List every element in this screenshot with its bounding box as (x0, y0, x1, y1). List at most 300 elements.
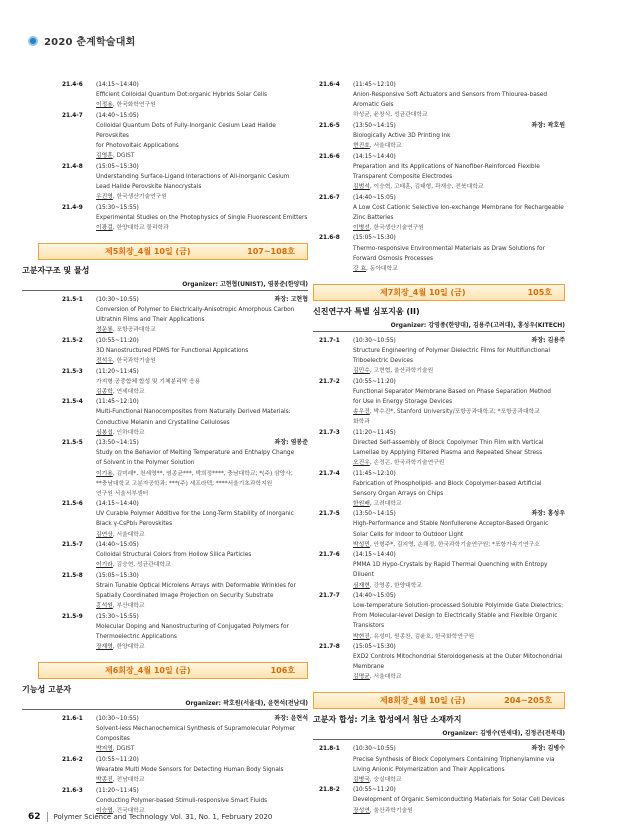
entry-authors (96, 530, 308, 540)
entry-time: (10:55~11:20) (353, 378, 396, 385)
program-entry (319, 469, 565, 509)
presenting-author: 오진우 (353, 459, 370, 466)
session-chair: 좌장: 고현협 (274, 295, 308, 303)
entry-title-line: Spatially Coordinated Image Projection on Security Substrate (96, 593, 274, 600)
author-affiliation: , 이승혁, 고태훈, 김태형, 곽재승, 전북대학교 (369, 183, 484, 190)
entry-body (96, 162, 308, 202)
entry-time-line (96, 499, 308, 509)
presenting-author: 강 효 (353, 265, 367, 272)
presenting-author: 한원배 (353, 500, 370, 507)
entry-time: (11:20~11:45) (96, 368, 139, 375)
entry-title-line: Anion-Responsive Soft Actuators and Sensors from Thiourea-based (353, 92, 548, 99)
entry-time-line (96, 714, 308, 724)
entry-body (353, 591, 565, 641)
presenting-author: 이광걸 (96, 224, 113, 231)
entry-authors (96, 192, 308, 202)
entry-time-line (96, 295, 308, 305)
author-affiliation: , 동아대학교 (366, 265, 398, 272)
session-name: 신진연구자 특별 심포지움 (II) (313, 306, 420, 316)
entry-time: (14:40~15:05) (96, 112, 139, 119)
entry-title-line: Lead Halide Perovskite Nanocrystals (96, 183, 202, 190)
presenting-author: 현진호 (353, 143, 370, 150)
entry-time: (15:05~15:30) (353, 235, 396, 242)
entry-time-line (96, 111, 308, 121)
entry-title-line: Conversion of Polymer to Electrically-Anisotropic Amorphous Carbon (96, 307, 295, 313)
program-entry (319, 428, 565, 468)
author-affiliation: , 고현협, 울산과학기술원 (369, 368, 434, 375)
entry-time-line (96, 203, 308, 213)
program-entry (62, 755, 308, 785)
entry-authors (353, 264, 565, 274)
program-entry (62, 571, 308, 611)
entry-body (353, 233, 565, 273)
entry-title-line: Low-temperature Solution-processed Soluble Polyimide Gate Dielectrics: (353, 603, 564, 610)
entry-time-line (96, 438, 308, 448)
session-chair: 좌장: 홍성우 (531, 510, 565, 518)
author-affiliation: , 한양대학교 (112, 644, 145, 651)
entry-title-line: Conducting Polymer-based Stimuli-responsive Smart Fluids (96, 797, 268, 804)
presenting-author: 장성연 (353, 807, 370, 814)
entry-title-line: Ultrathin Films and Their Applications (96, 317, 205, 324)
program-list (319, 336, 565, 683)
author-affiliation: , 건국대학교 (112, 808, 145, 815)
presenting-author: 이기라 (96, 562, 113, 569)
session-chair: 좌장: 염봉준 (274, 439, 308, 447)
entry-authors (353, 141, 565, 151)
entry-time: (15:30~15:55) (96, 204, 139, 211)
entry-authors (353, 182, 565, 192)
author-affiliation: , 김미래*, 천세영**, 염종균***, 박희정****, 충남대학교; *(주) 삼양사; (112, 470, 293, 477)
entry-code: 21.5-5 (62, 440, 83, 447)
program-entry (62, 397, 308, 437)
entry-code: 21.7-3 (319, 429, 340, 436)
entry-time-line (96, 336, 308, 346)
entry-authors (353, 540, 565, 550)
program-entry (62, 111, 308, 161)
program-list (319, 744, 565, 815)
entry-title-line: Transistors (353, 623, 385, 630)
entry-time: (13:50~14:15) (96, 440, 139, 447)
entry-time: (14:15~14:40) (96, 82, 139, 88)
author-affiliation: , 손정곤, 한국과학기술연구원 (369, 459, 445, 466)
program-entry (319, 550, 565, 590)
entry-authors (96, 428, 308, 438)
entry-authors (96, 151, 308, 161)
entry-time-line (96, 367, 308, 377)
entry-title-line: Solvent-less Mechanochemical Synthesis of Supramolecular Polymer (96, 726, 296, 733)
entry-time: (15:30~15:55) (96, 613, 139, 620)
session-bar (313, 284, 565, 301)
session-room-date: 제7회장_4월 10일 (금) (380, 287, 466, 297)
journal-citation: Polymer Science and Technology Vol. 31, No. 1, February 2020 (53, 813, 273, 821)
entry-title-line: Black γ-CsPbI₃ Perovskites (96, 521, 173, 528)
author-affiliation: 하성균, 윤창식, 성균관대학교 (353, 112, 428, 119)
entry-time: (14:15~14:40) (353, 552, 396, 559)
entry-body (96, 714, 308, 754)
entry-code: 21.7-7 (319, 593, 340, 600)
entry-code: 21.5-7 (62, 542, 83, 549)
entry-authors (96, 100, 308, 110)
entry-authors (353, 775, 565, 785)
entry-time-line (353, 591, 565, 601)
entry-body (353, 744, 565, 784)
entry-body (353, 428, 565, 468)
entry-code: 21.5-1 (62, 296, 83, 303)
author-affiliation: , 서울대학교 (369, 674, 402, 681)
author-affiliation: , 박수진*, Stanford University/포항공과대학교; *포항공과대학교 (369, 408, 540, 415)
entry-time-line (353, 509, 565, 519)
session-name: 기능성 고분자 (22, 685, 72, 695)
entry-code: 21.6-8 (319, 235, 340, 242)
entry-authors (353, 581, 565, 591)
entry-authors (353, 632, 565, 642)
presenting-author: 김영훈 (96, 153, 113, 160)
entry-authors (96, 469, 308, 479)
entry-body (353, 80, 565, 120)
entry-authors (96, 642, 308, 652)
entry-authors (353, 223, 565, 233)
entry-time: (14:40~15:05) (96, 542, 139, 549)
entry-code: 21.7-1 (319, 337, 340, 344)
conference-bullet-icon (28, 36, 38, 46)
entry-code: 21.5-8 (62, 572, 83, 579)
entry-time-line (353, 785, 565, 795)
presenting-author: 김병국 (353, 776, 370, 783)
entry-time-line (353, 642, 565, 652)
session-chair: 좌장: 곽호원 (531, 121, 565, 129)
entry-title-line: Preparation and Its Applications of Nanofiber-Reinforced Flexible (353, 163, 540, 170)
entry-title-line: Multi-Functional Nanocomposites from Naturally Derived Materials: (96, 409, 291, 416)
entry-authors (353, 672, 565, 682)
session-name: 고분자 합성: 기초 합성에서 첨단 소재까지 (313, 715, 462, 725)
entry-time-line (96, 571, 308, 581)
entry-body (353, 377, 565, 427)
session-chair: 좌장: 김병수 (531, 745, 565, 753)
entry-authors (353, 366, 565, 376)
presenting-author: 장재영 (96, 644, 113, 651)
entry-authors (96, 601, 308, 611)
entry-title-line: Aromatic Gels (353, 102, 394, 109)
entry-time: (13:50~14:15) (353, 511, 396, 518)
session-room-date: 제6회장_4월 10일 (금) (105, 666, 191, 676)
entry-title-line: Conductive Melanin and Crystalline Celluloses (96, 419, 230, 426)
presenting-author: 김범석 (353, 183, 370, 190)
session-bar (38, 243, 308, 260)
entry-title-line: 3D Nanostructured PDMS for Functional Applications (96, 347, 249, 354)
entry-body (96, 612, 308, 652)
presenting-author: 심재현 (353, 582, 370, 589)
author-affiliation: , 한국화학연구원 (112, 102, 156, 109)
entry-body (96, 397, 308, 437)
program-list (319, 80, 565, 274)
entry-time: (11:45~12:10) (353, 470, 396, 477)
entry-time-line (353, 744, 565, 754)
entry-body (353, 785, 565, 815)
affiliation-line: 연구원 서울서부센터 (96, 490, 149, 497)
entry-authors (96, 387, 308, 397)
entry-code: 21.5-9 (62, 613, 83, 620)
entry-time-line (353, 469, 565, 479)
program-entry (319, 152, 565, 192)
entry-title-line: Structure Engineering of Polymer Dielectric Films for Multifunctional (353, 347, 550, 354)
entry-time-line (353, 121, 565, 131)
entry-authors (96, 775, 308, 785)
entry-time: (15:05~15:30) (96, 163, 139, 170)
entry-body (96, 367, 308, 397)
entry-code: 21.5-2 (62, 337, 83, 344)
presenting-author: 박현진 (353, 633, 370, 640)
session-organizer: Organizer: 고현협(UNIST), 염봉준(한양대) (22, 279, 308, 291)
entry-code: 21.6-2 (62, 757, 83, 764)
author-affiliation: , DGIST (112, 746, 135, 753)
entry-time-line (353, 193, 565, 203)
author-affiliation: , 한국과학기술원 (112, 357, 156, 364)
entry-title-line: Efficient Colloidal Quantum Dot:organic Hybrids Solar Cells (96, 92, 268, 99)
conference-title: 2020 춘계학술대회 (44, 37, 136, 48)
program-entry (62, 499, 308, 539)
entry-authors (96, 325, 308, 335)
entry-time-line (96, 80, 308, 90)
presenting-author: 김민수 (353, 368, 370, 375)
entry-time-line (96, 540, 308, 550)
presenting-author: 박성민 (353, 541, 370, 548)
entry-body (96, 571, 308, 611)
entry-time: (10:30~10:55) (96, 716, 139, 723)
entry-code: 21.5-4 (62, 399, 83, 406)
presenting-author: 정운룡 (96, 327, 113, 334)
entry-time-line (353, 152, 565, 162)
program-entry (62, 714, 308, 754)
entry-code: 21.7-5 (319, 511, 340, 518)
entry-time-line (353, 428, 565, 438)
entry-time-line (96, 755, 308, 765)
session-room-number: 204~205호 (504, 696, 552, 706)
session-room-date: 제8회장_4월 10일 (금) (380, 696, 466, 706)
session-bar (313, 692, 565, 709)
entry-body (96, 80, 308, 110)
program-entry (319, 785, 565, 815)
right-column (313, 80, 565, 816)
entry-time: (14:40~15:05) (353, 194, 396, 201)
author-affiliation: , 포항공과대학교 (112, 327, 156, 334)
program-entry (319, 233, 565, 273)
entry-body (96, 203, 308, 233)
entry-title-line: Composites (96, 736, 130, 743)
author-affiliation: , 한국생산기술연구원 (369, 224, 424, 231)
entry-code: 21.5-3 (62, 368, 83, 375)
entry-body (353, 152, 565, 192)
author-affiliation: , 울산과학기술원 (369, 807, 413, 814)
page-header (28, 33, 135, 48)
entry-authors (353, 499, 565, 509)
entry-title-line: Precise Synthesis of Block Copolymers Containing Triphenylamine via (353, 756, 555, 763)
session-room-date: 제5회장_4월 10일 (금) (105, 246, 191, 256)
entry-code: 21.7-6 (319, 552, 340, 559)
program-entry (62, 162, 308, 202)
entry-title-line: for Use in Energy Storage Devices (353, 398, 453, 405)
entry-time: (10:30~10:55) (353, 746, 396, 753)
entry-title-line: Thermoelectric Applications (96, 634, 177, 640)
affiliation-line: **충남대학교 고분자공학과; ***(주) 세프라텍; ****서울기초과학지원 (96, 480, 273, 487)
author-affiliation: , 유성미, 원종찬, 김윤호, 한국화학연구원 (369, 633, 475, 640)
author-affiliation: , 전남대학교 (112, 777, 145, 784)
entry-title-line: Colloidal Quantum Dots of Fully-Inorganic Cesium Lead Halide Perovskites (96, 122, 276, 139)
entry-time-line (96, 397, 308, 407)
affiliation-line: 화학과 (353, 419, 370, 426)
entry-title-line: PMMA 1D Hypo-Crystals by Rapid Thermal Quenching with Entropy (353, 562, 548, 569)
entry-body (96, 336, 308, 366)
entry-code: 21.6-6 (319, 153, 340, 160)
entry-authors (96, 744, 308, 754)
entry-title-line: Fabrication of Phospholipid- and Block Copolymer-based Artificial (353, 480, 542, 487)
entry-code: 21.7-2 (319, 378, 340, 385)
session-chair: 좌장: 김용주 (531, 336, 565, 344)
program-entry (62, 438, 308, 499)
entry-body (353, 121, 565, 151)
entry-time-line (96, 162, 308, 172)
entry-body (96, 499, 308, 539)
program-entry (319, 509, 565, 549)
entry-title-line: EXD2 Controls Mitochondrial Steroidogenesis at the Outer Mitochondrial (353, 654, 563, 661)
entry-authors (353, 458, 565, 468)
presenting-author: 송우진 (353, 408, 370, 415)
entry-code: 21.8-2 (319, 787, 340, 794)
entry-time: (11:45~12:10) (353, 82, 396, 88)
session-bar (38, 662, 308, 679)
author-affiliation: , 인하대학교 (112, 429, 145, 436)
author-affiliation: , 김승현, 성균관대학교 (112, 562, 171, 569)
entry-title-line: of Solvent in the Polymer Solution (96, 460, 195, 467)
presenting-author: 전석우 (96, 357, 113, 364)
presenting-author: 김연상 (96, 531, 113, 538)
entry-code: 21.4-9 (62, 204, 83, 211)
entry-body (353, 550, 565, 590)
entry-time-line (96, 786, 308, 796)
entry-time: (11:20~11:45) (353, 429, 396, 436)
entry-body (96, 540, 308, 570)
program-entry (319, 336, 565, 376)
program-entry (319, 80, 565, 120)
entry-title-line: UV Curable Polymer Additive for the Long-Term Stability of Inorganic (96, 511, 294, 518)
entry-code: 21.8-1 (319, 746, 340, 753)
author-affiliation: , 고려대학교 (369, 500, 402, 507)
author-affiliation: , DGIST (112, 153, 135, 160)
program-entry (62, 367, 308, 397)
entry-body (96, 755, 308, 785)
presenting-author: 이승엽 (96, 808, 113, 815)
entry-body (96, 111, 308, 161)
session-room-number: 106호 (270, 666, 295, 676)
entry-title-line: Functional Separator Membrane Based on Phase Separation Method (353, 388, 551, 395)
program-entry (62, 203, 308, 233)
entry-time: (11:45~12:10) (96, 399, 139, 406)
entry-title-line: Study on the Behavior of Melting Temperature and Enthalpy Change (96, 450, 295, 457)
entry-code: 21.6-3 (62, 787, 83, 794)
entry-title-line: 가지형 공중합체 합성 및 기체분리막 응용 (96, 378, 201, 385)
entry-time: (10:55~11:20) (96, 757, 139, 764)
entry-time: (14:15~14:40) (96, 501, 139, 508)
session-organizer: Organizer: 강영종(한양대), 김용주(고려대), 홍성우(KITECH) (313, 320, 565, 332)
entry-title-line: Experimental Studies on the Photophysics of Single Fluorescent Emitters (96, 214, 308, 221)
entry-title-line: High-Performance and Stable Nonfullerene Acceptor-Based Organic (353, 521, 549, 528)
presenting-author: 김종학 (96, 388, 113, 395)
entry-title-line: Triboelectric Devices (353, 357, 413, 364)
program-entry (319, 591, 565, 641)
entry-authors (96, 560, 308, 570)
entry-title-line: Directed Self-assembly of Block Copolymer Thin Film with Vertical (353, 439, 544, 446)
entry-title-line: Wearable Multi Mode Sensors for Detecting Human Body Signals (96, 767, 284, 774)
session-room-number: 105호 (527, 287, 552, 297)
entry-time: (10:55~11:20) (96, 337, 139, 344)
program-entry (62, 80, 308, 110)
entry-time: (10:55~11:20) (353, 787, 396, 794)
presenting-author: 홍석원 (96, 603, 113, 610)
session-chair: 좌장: 윤현석 (274, 715, 308, 723)
entry-time: (15:05~15:30) (96, 572, 139, 579)
entry-body (96, 295, 308, 335)
entry-time-line (353, 233, 565, 243)
program-entry (62, 336, 308, 366)
entry-time-line (353, 550, 565, 560)
entry-code: 21.4-6 (62, 82, 83, 88)
presenting-author: 박종진 (96, 777, 113, 784)
page-footer (28, 812, 272, 822)
entry-time-line (96, 612, 308, 622)
entry-title-line: Membrane (353, 664, 385, 671)
program-entry (62, 295, 308, 335)
presenting-author: 이기용 (96, 470, 113, 477)
presenting-author: 심봉섭 (96, 429, 113, 436)
program-list (62, 80, 308, 233)
program-entry (319, 377, 565, 427)
session-name: 고분자구조 및 물성 (22, 265, 90, 275)
entry-code: 21.4-8 (62, 163, 83, 170)
author-affiliation: , 서울대학교 (369, 143, 402, 150)
author-affiliation: , 한국생산기술연구원 (112, 194, 167, 201)
entry-time: (10:30~10:55) (353, 337, 396, 344)
entry-title-line: Strain Tunable Optical Microlens Arrays with Deformable Wrinkles for (96, 583, 296, 590)
author-affiliation: , 강영종, 한양대학교 (369, 582, 422, 589)
entry-code: 21.6-4 (319, 82, 340, 88)
session-organizer: Organizer: 곽호원(서울대), 윤현석(전남대) (22, 698, 308, 710)
entry-title-line: Thermo-responsive Environmental Materials as Draw Solutions for (353, 245, 545, 252)
entry-code: 21.5-6 (62, 501, 83, 508)
presenting-author: 김명균 (353, 674, 370, 681)
entry-title-line: Zinc Batteries (353, 214, 394, 221)
entry-title-line: From Molecular-level Design to Electrically Stable and Flexible Organic (353, 613, 558, 620)
entry-body (96, 438, 308, 499)
program-list (62, 714, 308, 816)
entry-time: (15:05~15:30) (353, 644, 396, 651)
presenting-author: 박지영 (96, 746, 113, 753)
program-list (62, 295, 308, 652)
page-number: 62 (28, 812, 41, 822)
program-entry (319, 744, 565, 784)
entry-code: 21.6-7 (319, 194, 340, 201)
entry-title-line: Biologically Active 3D Printing Ink (353, 132, 451, 139)
program-entry (319, 642, 565, 682)
entry-time: (14:15~14:40) (353, 153, 396, 160)
entry-code: 21.7-4 (319, 470, 340, 477)
entry-time: (14:40~15:05) (353, 593, 396, 600)
presenting-author: 우진영 (96, 194, 113, 201)
entry-authors (353, 110, 565, 120)
entry-title-line: Transparent Composite Electrodes (353, 173, 453, 180)
entry-title-line: Lamellae by Applying Filtered Plasma and Repeated Shear Stress (353, 449, 543, 456)
author-affiliation: , 안형주*, 김지영, 손해정, 한국과학기술연구원; *포항가속기연구소 (369, 541, 540, 548)
entry-authors (353, 407, 565, 417)
entry-time: (11:20~11:45) (96, 787, 139, 794)
